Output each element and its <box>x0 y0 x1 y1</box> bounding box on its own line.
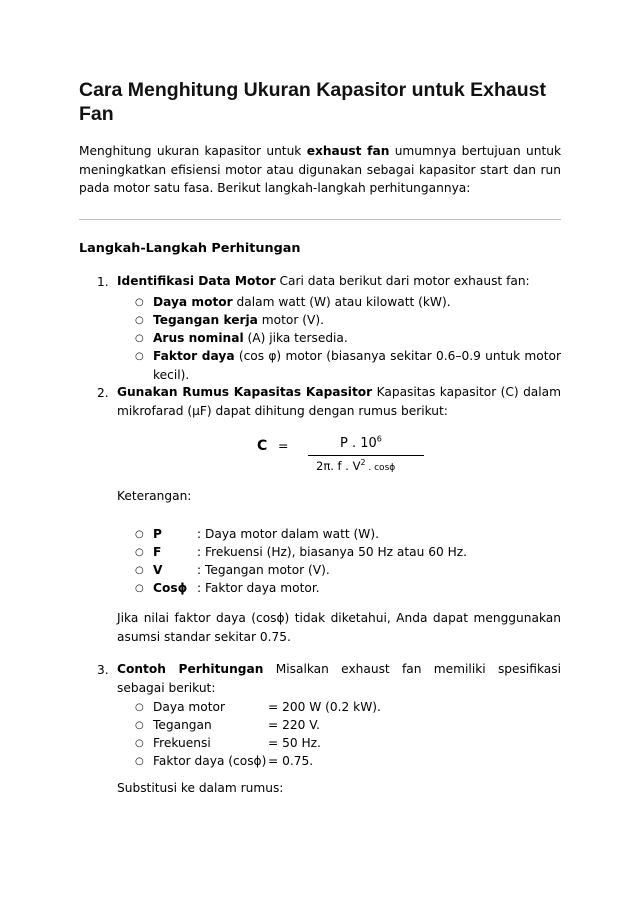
variable-description: : Tegangan motor (V). <box>197 563 330 577</box>
step-2-heading: Gunakan Rumus Kapasitas Kapasitor Kapasitas kapasitor (C) dalam mikrofarad (μF) dapat dihitung dengan rumus berikut: <box>117 385 561 418</box>
intro-paragraph: Menghitung ukuran kapasitor untuk exhaust fan umumnya bertujuan untuk meningkatkan efisiensi motor atau digunakan sebagai kapasitor start dan run pada motor satu fasa. Berikut langkah-langkah perhitungannya: <box>79 144 562 195</box>
formula-numerator: P . $10^6$ <box>340 434 382 451</box>
bullet-icon: ○ <box>135 315 144 326</box>
horizontal-divider <box>79 219 561 220</box>
section-heading: Langkah-Langkah Perhitungan <box>79 241 301 256</box>
intro-bold-term: exhaust fan <box>306 144 390 158</box>
keterangan-label: Keterangan: <box>117 489 192 503</box>
bullet-icon: ○ <box>135 756 144 767</box>
list-item: Faktor daya (cos φ) motor (biasanya sekitar 0.6–0.9 untuk motor kecil). <box>153 349 561 382</box>
spec-value: = 0.75. <box>268 754 314 768</box>
list-item: Daya motor dalam watt (W) atau kilowatt (kW). <box>153 295 451 309</box>
variable-description: : Frekuensi (Hz), biasanya 50 Hz atau 60 Hz. <box>197 545 468 559</box>
bullet-icon: ○ <box>135 547 144 558</box>
variable-symbol: V <box>153 563 163 577</box>
formula-denominator: 2π. f . $V^2$ . cosϕ <box>316 458 396 473</box>
spec-value: = 50 Hz. <box>268 736 321 750</box>
step-3-heading: Contoh Perhitungan Misalkan exhaust fan memiliki spesifikasi sebagai berikut: <box>117 662 561 695</box>
bullet-icon: ○ <box>135 583 144 594</box>
step-number: 1. <box>97 275 109 289</box>
formula-equals: = <box>278 438 289 453</box>
fraction-line <box>308 455 424 456</box>
list-item: Tegangan kerja motor (V). <box>153 313 324 327</box>
formula-lhs: C <box>257 438 268 454</box>
step-number: 3. <box>97 663 109 677</box>
spec-label: Tegangan <box>153 718 212 732</box>
bullet-icon: ○ <box>135 351 144 362</box>
step-1-heading: Identifikasi Data Motor Cari data berikut dari motor exhaust fan: <box>117 274 530 288</box>
variable-symbol: P <box>153 527 162 541</box>
step-number: 2. <box>97 386 109 400</box>
bullet-icon: ○ <box>135 720 144 731</box>
substitusi-label: Substitusi ke dalam rumus: <box>117 781 284 795</box>
variable-symbol: F <box>153 545 162 559</box>
bullet-icon: ○ <box>135 297 144 308</box>
bullet-icon: ○ <box>135 738 144 749</box>
note-paragraph: Jika nilai faktor daya (cosϕ) tidak diketahui, Anda dapat menggunakan asumsi standar sekitar 0.75. <box>117 611 561 644</box>
spec-value: = 200 W (0.2 kW). <box>268 700 381 714</box>
spec-label: Frekuensi <box>153 736 211 750</box>
page-title: Cara Menghitung Ukuran Kapasitor untuk Exhaust Fan <box>79 79 546 125</box>
variable-symbol: Cosϕ <box>153 581 188 595</box>
bullet-icon: ○ <box>135 565 144 576</box>
bullet-icon: ○ <box>135 333 144 344</box>
bullet-icon: ○ <box>135 529 144 540</box>
bullet-icon: ○ <box>135 702 144 713</box>
spec-label: Faktor daya (cosϕ) <box>153 754 267 768</box>
list-item: Arus nominal (A) jika tersedia. <box>153 331 348 345</box>
spec-label: Daya motor <box>153 700 225 714</box>
variable-description: : Faktor daya motor. <box>197 581 320 595</box>
variable-description: : Daya motor dalam watt (W). <box>197 527 379 541</box>
spec-value: = 220 V. <box>268 718 320 732</box>
